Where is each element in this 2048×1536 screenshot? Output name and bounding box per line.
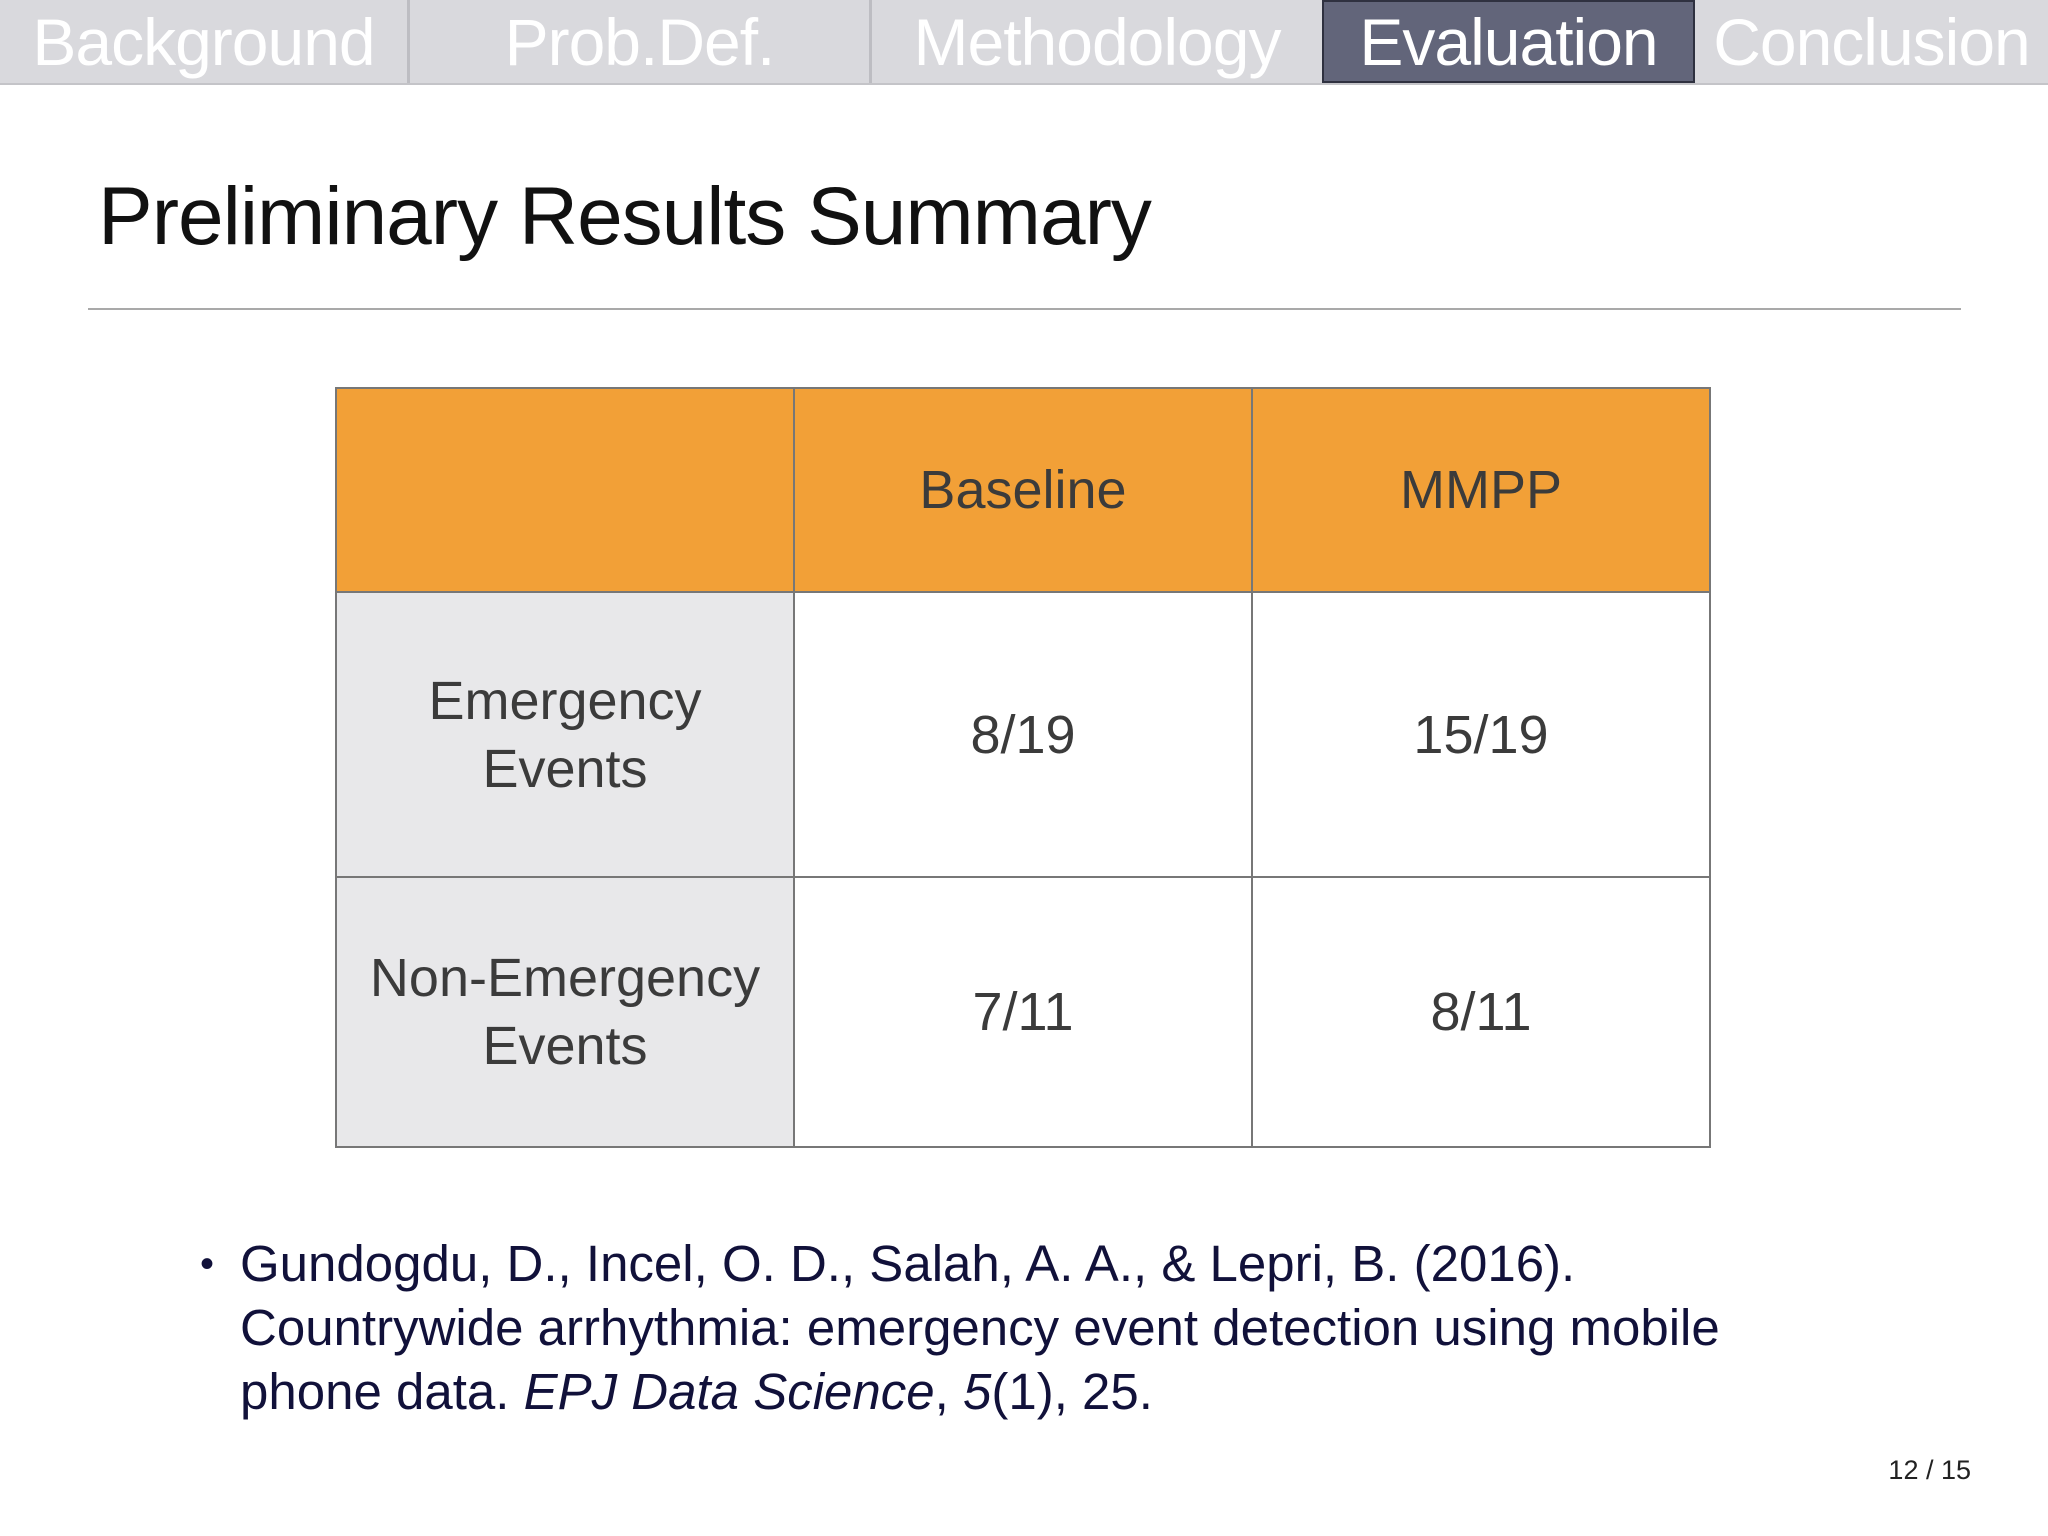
cell-emergency-mmpp: 15/19 xyxy=(1252,592,1710,877)
slide-title: Preliminary Results Summary xyxy=(98,171,1151,262)
header-baseline: Baseline xyxy=(794,388,1252,592)
citation-title: Countrywide arrhythmia: emergency event detection using mobile phone data. xyxy=(240,1299,1720,1420)
row-label-emergency xyxy=(336,592,794,877)
cell-emergency-baseline: 8/19 xyxy=(794,592,1252,877)
table-header-row xyxy=(336,388,1710,592)
table-row-emergency xyxy=(336,592,1710,877)
citation-volume: 5 xyxy=(962,1363,992,1420)
row-label-line: Non-Emergency xyxy=(369,948,761,1008)
citation-separator: , xyxy=(934,1363,963,1420)
citation-issue-pages: (1), 25. xyxy=(991,1363,1153,1420)
citation-text xyxy=(240,1232,1840,1424)
header-corner-cell xyxy=(336,388,794,592)
title-divider xyxy=(88,308,1961,310)
citation-journal: EPJ Data Science xyxy=(523,1363,935,1420)
tab-methodology[interactable]: Methodology xyxy=(913,4,1281,79)
bullet-icon: • xyxy=(200,1242,215,1286)
row-label-line: Events xyxy=(482,738,648,799)
citation-block xyxy=(200,1232,1840,1424)
tab-conclusion[interactable]: Conclusion xyxy=(1713,4,2030,79)
tab-prob-def[interactable]: Prob.Def. xyxy=(410,0,872,83)
row-label-line: Emergency xyxy=(428,670,702,731)
row-label-line: Events xyxy=(482,1016,648,1076)
results-table xyxy=(335,387,1711,1148)
table-row-non-emergency xyxy=(336,877,1710,1147)
cell-non-emergency-baseline: 7/11 xyxy=(794,877,1252,1147)
citation-authors: Gundogdu, D., Incel, O. D., Salah, A. A., & Lepri, B. (2016). xyxy=(240,1235,1576,1292)
row-label-non-emergency xyxy=(336,877,794,1147)
tab-background[interactable]: Background xyxy=(0,0,410,83)
page-number: 12 / 15 xyxy=(1888,1455,1971,1485)
cell-non-emergency-mmpp: 8/11 xyxy=(1252,877,1710,1147)
header-mmpp: MMPP xyxy=(1252,388,1710,592)
tab-evaluation[interactable]: Evaluation xyxy=(1322,0,1695,83)
section-nav-bar xyxy=(0,0,2048,85)
